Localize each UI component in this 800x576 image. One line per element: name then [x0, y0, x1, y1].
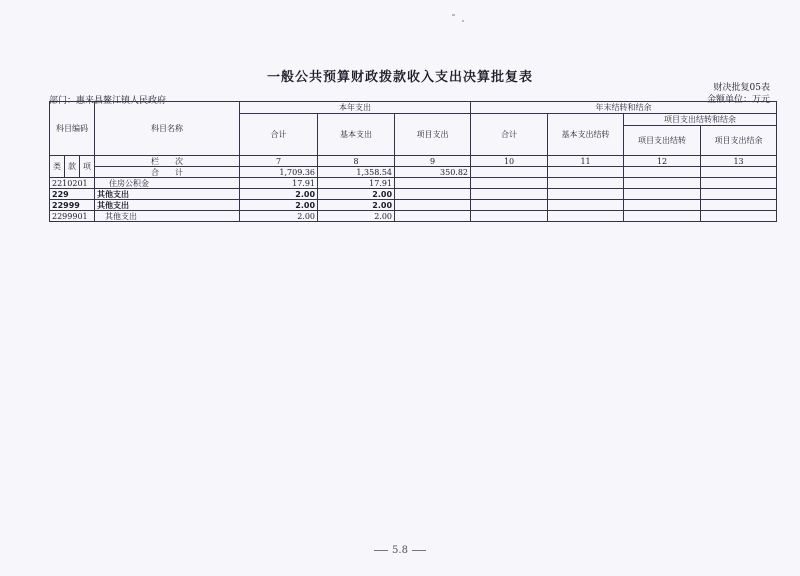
row-project	[395, 178, 471, 189]
table-row	[50, 200, 777, 211]
sum-row	[50, 167, 777, 178]
col-number-9: 9	[395, 156, 471, 167]
table-row	[50, 211, 777, 222]
header-basic-carry: 基本支出结转	[548, 114, 624, 156]
header-lei: 类	[50, 156, 65, 178]
row-total: 2.00	[240, 189, 318, 200]
page-number	[0, 545, 800, 556]
form-code: 财决批复05表	[713, 83, 770, 93]
header-current-year: 本年支出	[240, 102, 471, 114]
header-ye-total: 合计	[471, 114, 548, 156]
row-basic: 2.00	[318, 200, 395, 211]
page-title: 一般公共预算财政拨款收入支出决算批复表	[266, 70, 533, 85]
col-number-8: 8	[318, 156, 395, 167]
row-basic: 2.00	[318, 189, 395, 200]
row-total: 2.00	[240, 200, 318, 211]
row-basic: 17.91	[318, 178, 395, 189]
dash-left	[374, 550, 388, 551]
sum-label: 合 计	[95, 167, 240, 178]
table-row	[50, 189, 777, 200]
header-basic: 基本支出	[318, 114, 395, 156]
header-total: 合计	[240, 114, 318, 156]
row-name: 其他支出	[95, 189, 240, 200]
header-project-group: 项目支出结转和结余	[624, 114, 777, 126]
row-project	[395, 189, 471, 200]
row-basic: 2.00	[318, 211, 395, 222]
row-name: 住房公积金	[95, 178, 240, 189]
dash-right	[412, 550, 426, 551]
col-number-11: 11	[548, 156, 624, 167]
row-total: 17.91	[240, 178, 318, 189]
col-number-7: 7	[240, 156, 318, 167]
row-total: 2.00	[240, 211, 318, 222]
col-number-10: 10	[471, 156, 548, 167]
department-label: 部门：惠来县鳌江镇人民政府	[49, 96, 167, 106]
sum-project: 350.82	[395, 167, 471, 178]
sum-total: 1,709.36	[240, 167, 318, 178]
header-project: 项目支出	[395, 114, 471, 156]
amount-unit: 金额单位：万元	[706, 95, 770, 105]
row-code: 229	[50, 189, 95, 200]
row-code: 22999	[50, 200, 95, 211]
header-project-balance: 项目支出结余	[701, 126, 777, 156]
page-number-text: 5.8	[392, 545, 408, 556]
header-kuan: 款	[65, 156, 80, 178]
header-subject-name: 科目名称	[95, 102, 240, 156]
row-code: 2299901	[50, 211, 95, 222]
column-number-label: 栏 次	[95, 156, 240, 167]
table-row	[50, 178, 777, 189]
header-subject-code: 科目编码	[50, 102, 95, 156]
col-number-13: 13	[701, 156, 777, 167]
row-name: 其他支出	[95, 200, 240, 211]
appropriation-table	[49, 101, 777, 222]
row-project	[395, 211, 471, 222]
header-year-end: 年末结转和结余	[471, 102, 777, 114]
row-code: 2210201	[50, 178, 95, 189]
sum-basic: 1,358.54	[318, 167, 395, 178]
col-number-12: 12	[624, 156, 701, 167]
header-project-carry: 项目支出结转	[624, 126, 701, 156]
row-name: 其他支出	[95, 211, 240, 222]
header-xiang: 项	[80, 156, 95, 178]
row-project	[395, 200, 471, 211]
